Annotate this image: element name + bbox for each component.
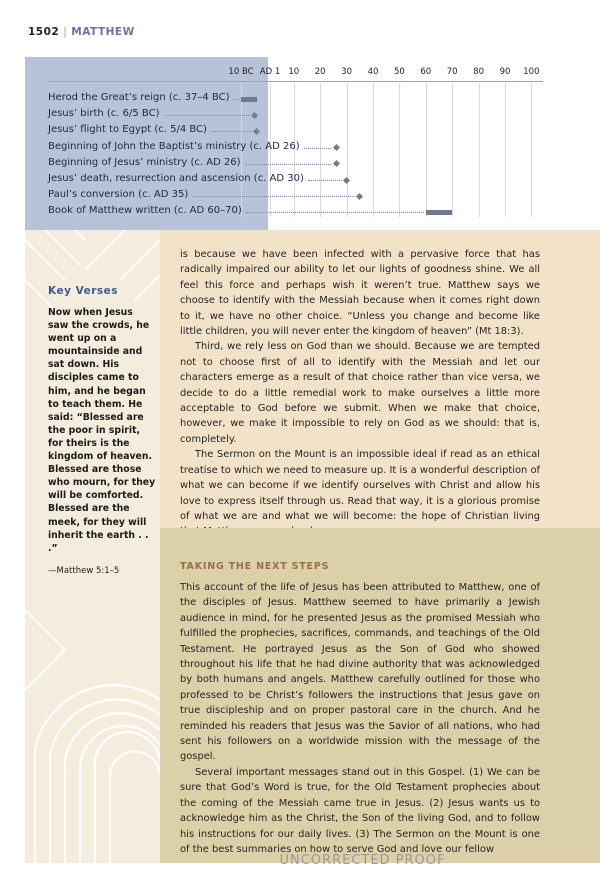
timeline-point-marker <box>343 176 350 183</box>
timeline-range-bar <box>241 97 257 102</box>
timeline-event-label: Book of Matthew written (c. AD 60–70) <box>48 205 242 217</box>
timeline-leader <box>308 180 342 181</box>
timeline-leader <box>211 131 252 132</box>
paragraph: Third, we rely less on God than we should. Because we are tempted not to choose first of all to identify with the Messiah and let our characters emerge as a result of that choice rather than vice versa, we decide to do a little remedial work to make ourselves a little more acceptable to God before we submit. When we make that choice, however, we make it impossible to rely on God as we should: that is, completely. <box>180 341 540 445</box>
timeline-gridline <box>479 83 480 217</box>
timeline-axis <box>48 81 543 82</box>
key-verses-title: Key Verses <box>48 285 119 297</box>
timeline-event-label: Beginning of Jesus’ ministry (c. AD 26) <box>48 156 241 168</box>
next-steps-heading: TAKING THE NEXT STEPS <box>180 561 330 572</box>
timeline-point-marker <box>356 193 363 200</box>
timeline-tick-label: 30 <box>341 67 353 77</box>
book-name: MATTHEW <box>71 26 135 38</box>
timeline-tick-label: 60 <box>420 67 432 77</box>
timeline-point-marker <box>332 160 339 167</box>
timeline-event-label: Beginning of John the Baptist’s ministry (c. AD 26) <box>48 140 300 152</box>
timeline-leader <box>233 99 239 100</box>
timeline-gridline <box>399 83 400 217</box>
key-verses-reference: —Matthew 5:1–5 <box>48 566 120 576</box>
timeline-gridline <box>373 83 374 217</box>
timeline-tick-label: 10 <box>288 67 300 77</box>
page-number: 1502 <box>28 26 60 38</box>
timeline-range-bar <box>426 210 452 215</box>
timeline-gridline <box>452 83 453 217</box>
paragraph: This account of the life of Jesus has been attributed to Matthew, one of the disciples of Jesus. Matthew seemed to have primarily a Jewish audience in mind, for he presented Jesus as the promised Messiah who fulfilled the prophecies, sacrifices, commands, and teachings of the Old Testament. He portrayed Jesus as the Son of God who showed throughout his life that he had divine authority that was acknowledged by both humans and angels. Matthew carefully outlined for those who professed to be Christ’s followers the instructions that Jesus gave on true discipleship and on proper pastoral care in the church. And he reminded his readers that Jesus was the Savior of all nations, who had sent his followers on a worldwide mission with the message of the gospel. <box>180 582 540 763</box>
timeline-gridline <box>531 83 532 217</box>
running-header <box>28 26 135 38</box>
timeline-leader <box>245 164 331 165</box>
timeline-gridline <box>426 83 427 217</box>
paragraph: Several important messages stand out in this Gospel. (1) We can be sure that God’s Word is true, for the Old Testament prophecies about the coming of the Messiah came true in Jesus. (2) Jesus wants us to acknowledge him as the Christ, the Son of the living God, and to follow his instructions for our daily lives. (3) The Sermon on the Mount is one of the best summaries on how to serve God and love our fellow <box>180 766 540 855</box>
next-steps-text <box>180 580 540 857</box>
paragraph: is because we have been infected with a pervasive force that has radically impaired our ability to let our lights of goodness shine. We all feel this force and perhaps wish it weren’t true. Matthew says we choose to identify with the Messiah because when it comes right down to it, we have no other choice. “Unless you change and become like little children, you will never enter the kingdom of heaven” (Mt 18:3). <box>180 249 540 338</box>
timeline-tick-label: 80 <box>473 67 485 77</box>
key-verses-text: Now when Jesus saw the crowds, he went up on a mountainside and sat down. His disciples came to him, and he began to teach them. He said: “Blessed are the poor in spirit, for theirs is the kingdom of heaven. Blessed are those who mourn, for they will be comforted. Blessed are the meek, for they will inherit the earth . . .” <box>48 307 156 554</box>
timeline-tick-label: 10 BC <box>228 67 254 77</box>
timeline-tick-label: 100 <box>523 67 540 77</box>
timeline-leader <box>304 148 331 149</box>
body-text <box>180 247 540 540</box>
timeline-tick-label: 90 <box>499 67 511 77</box>
timeline-tick-label: 50 <box>393 67 405 77</box>
timeline-event-label: Herod the Great’s reign (c. 37–4 BC) <box>48 92 230 103</box>
paragraph: The Sermon on the Mount is an impossible ideal if read as an ethical treatise to which we need to measure up. It is a wonderful description of what we can become if we identify ourselves with Christ and allow his love to express itself through us. Read that way, it is a glorious promise of what we are and what we will become: the hope of Christian living <box>180 449 540 522</box>
timeline-leader <box>192 196 355 197</box>
timeline-tick-label: AD 1 <box>259 67 281 77</box>
timeline-tick-label: 70 <box>446 67 458 77</box>
timeline-event-label: Jesus’ death, resurrection and ascension (c. AD 30) <box>48 173 304 184</box>
timeline-point-marker <box>332 144 339 151</box>
timeline-event-label: Jesus’ birth (c. 6/5 BC) <box>48 108 160 120</box>
timeline-tick-label: 20 <box>314 67 326 77</box>
timeline-leader <box>246 212 424 213</box>
timeline-tick-label: 40 <box>367 67 379 77</box>
header-separator: | <box>63 26 68 38</box>
timeline-gridline <box>505 83 506 217</box>
timeline-event-label: Paul’s conversion (c. AD 35) <box>48 189 189 201</box>
proof-watermark: UNCORRECTED PROOF <box>279 853 446 868</box>
timeline-leader <box>164 115 250 116</box>
timeline-event-label: Jesus’ flight to Egypt (c. 5/4 BC) <box>48 124 207 136</box>
